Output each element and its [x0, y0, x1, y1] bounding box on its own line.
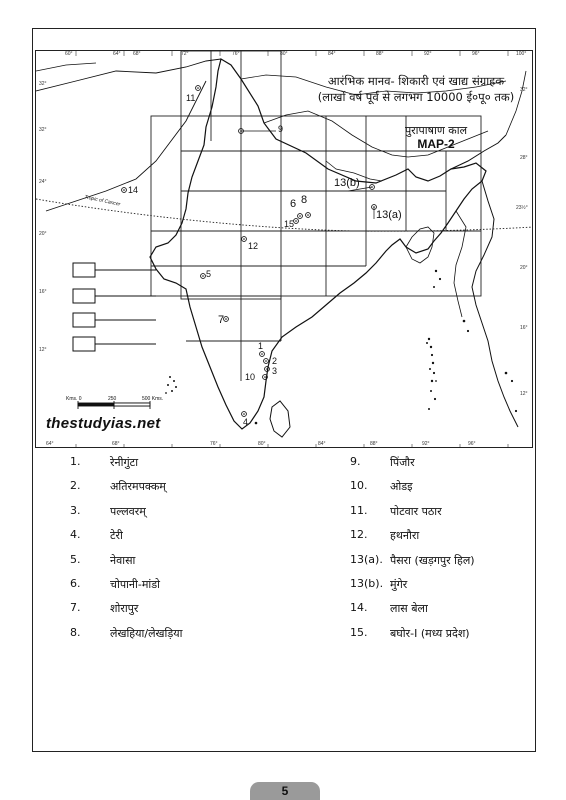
- lat-label-left: 32°: [39, 127, 47, 133]
- lon-label-top: 84°: [328, 51, 336, 57]
- lon-label-bottom: 64°: [46, 441, 54, 447]
- site-label-9: 9: [278, 124, 284, 134]
- site-label-15: 15: [284, 219, 295, 229]
- site-label-7: 7: [218, 314, 225, 326]
- lon-label-top: 72°: [181, 51, 189, 57]
- site-label-11: 11: [186, 93, 196, 103]
- legend-item: [350, 455, 475, 479]
- site-label-12: 12: [248, 241, 259, 251]
- legend-number: 10.: [350, 479, 368, 493]
- site-label-14: 14: [128, 185, 139, 195]
- tropic-label: Tropic of Cancer: [83, 194, 121, 208]
- lon-label-top: 96°: [472, 51, 480, 57]
- map-title-line1: आरंभिक मानव- शिकारी एवं खाद्य संग्राहक: [327, 74, 505, 88]
- lon-label-bottom: 68°: [112, 441, 120, 447]
- legend-number: 3.: [70, 503, 81, 517]
- site-label-10: 10: [245, 372, 256, 382]
- site-label-13b: 13(b): [334, 177, 360, 189]
- legend-site-name: पोटवार पठार: [390, 504, 442, 518]
- legend-item: [70, 626, 183, 650]
- india-outline: [150, 59, 486, 429]
- lat-label-left: 24°: [39, 179, 47, 185]
- site-marker-circles: [122, 86, 377, 417]
- lat-label-right: 20°: [520, 265, 528, 271]
- lon-label-top: 76°: [232, 51, 240, 57]
- site-label-2: 2: [272, 356, 278, 366]
- map-panel: [35, 50, 533, 448]
- lat-label-left: 20°: [39, 231, 47, 237]
- lon-label-bottom: 84°: [318, 441, 326, 447]
- legend-item: [350, 626, 475, 650]
- legend-number: 2.: [70, 479, 81, 493]
- island-dots: [165, 270, 517, 425]
- legend-site-name: अतिरमपक्कम्: [110, 480, 166, 494]
- legend-number: 15.: [350, 625, 368, 639]
- legend-item: [70, 479, 183, 503]
- legend-site-name: नेवासा: [110, 553, 136, 567]
- legend-item: [70, 601, 183, 625]
- legend-right-column: [350, 455, 475, 650]
- site-marker-dots: [123, 87, 375, 415]
- lon-label-bottom: 76°: [210, 441, 218, 447]
- legend-site-name: लेखहिया/लेखड़िया: [110, 626, 183, 640]
- legend-number: 6.: [70, 576, 81, 590]
- period-label: पुरापाषाण काल: [404, 124, 468, 137]
- lon-label-top: 68°: [133, 51, 141, 57]
- legend-number: 13(b).: [350, 576, 384, 590]
- scale-label-0: Kms. 0: [66, 396, 82, 402]
- legend-site-name: बघोर-I (मध्य प्रदेश): [390, 626, 470, 640]
- legend-item: [350, 577, 475, 601]
- lat-label-left: 32°: [39, 81, 47, 87]
- legend-item: [70, 504, 183, 528]
- legend-number: 11.: [350, 503, 368, 517]
- lon-label-top: 100°: [516, 51, 527, 57]
- legend-number: 9.: [350, 455, 361, 468]
- site-label-8: 8: [301, 194, 308, 206]
- lon-label-bottom: 80°: [258, 441, 266, 447]
- legend-number: 8.: [70, 625, 81, 639]
- map-title-line2: (लाखों वर्ष पूर्व से लगभग 10000 ई०पू० तक): [317, 90, 515, 104]
- legend-number: 13(a).: [350, 552, 383, 566]
- legend-site-name: पल्लवरम्: [110, 504, 146, 518]
- legend-number: 12.: [350, 528, 368, 542]
- legend-item: [350, 553, 475, 577]
- legend-number: 1.: [70, 455, 81, 468]
- lon-label-top: 60°: [65, 51, 73, 57]
- legend-item: [350, 528, 475, 552]
- graticule-ticks: [76, 51, 508, 448]
- scale-label-500: 500 Kms.: [142, 396, 164, 402]
- legend-item: [70, 577, 183, 601]
- lon-label-top: 64°: [113, 51, 121, 57]
- legend-site-name: चोपानी-मांडो: [110, 577, 161, 591]
- site-label-1: 1: [258, 341, 264, 351]
- lon-label-top: 88°: [376, 51, 384, 57]
- map-id: MAP-2: [417, 137, 455, 151]
- lat-label-right: 23½°: [516, 205, 528, 211]
- lat-label-right: 16°: [520, 325, 528, 331]
- legend-item: [350, 479, 475, 503]
- lat-label-left: 16°: [39, 289, 47, 295]
- site-label-3: 3: [272, 366, 278, 376]
- lat-label-right: 28°: [520, 155, 528, 161]
- page-number: 5: [281, 784, 289, 798]
- legend-item: [350, 601, 475, 625]
- lon-label-top: 80°: [280, 51, 288, 57]
- site-label-4: 4: [243, 417, 249, 427]
- legend-site-name: शोरापुर: [110, 602, 139, 616]
- legend-site-name: पैसरा (खड़गपुर हिल): [390, 553, 475, 567]
- legend-item: [350, 504, 475, 528]
- lat-label-right: 32°: [520, 87, 528, 93]
- legend-number: 4.: [70, 528, 81, 542]
- legend-site-name: पिंजौर: [390, 456, 415, 469]
- legend-left-column: [70, 455, 183, 650]
- decorative-legend-boxes: [73, 263, 156, 351]
- legend-site-name: लास बेला: [390, 602, 428, 616]
- legend-site-name: टेरी: [110, 529, 123, 543]
- scale-bar: [78, 401, 150, 409]
- lat-label-left: 12°: [39, 347, 47, 353]
- legend-site-name: ओडइ: [390, 480, 413, 494]
- scale-label-250: 250: [108, 396, 117, 402]
- site-label-13a: 13(a): [376, 209, 402, 221]
- legend-item: [70, 553, 183, 577]
- legend-number: 14.: [350, 601, 368, 615]
- legend-site-name: रेनीगुंटा: [110, 456, 139, 469]
- site-label-5: 5: [206, 269, 212, 279]
- site-label-6: 6: [290, 198, 297, 210]
- legend-number: 5.: [70, 552, 81, 566]
- lon-label-top: 92°: [424, 51, 432, 57]
- map-outline-svg: [36, 51, 533, 448]
- lat-label-right: 12°: [520, 391, 528, 397]
- legend-item: [70, 528, 183, 552]
- lon-label-bottom: 92°: [422, 441, 430, 447]
- map-title: [306, 73, 526, 105]
- legend-number: 7.: [70, 601, 81, 615]
- legend-item: [70, 455, 183, 479]
- lon-label-bottom: 96°: [468, 441, 476, 447]
- legend-site-name: मुंगेर: [390, 577, 408, 591]
- sri-lanka-outline: [270, 401, 290, 437]
- legend-site-name: हथनौरा: [390, 529, 420, 543]
- watermark: thestudyias.net: [46, 415, 161, 432]
- lon-label-bottom: 88°: [370, 441, 378, 447]
